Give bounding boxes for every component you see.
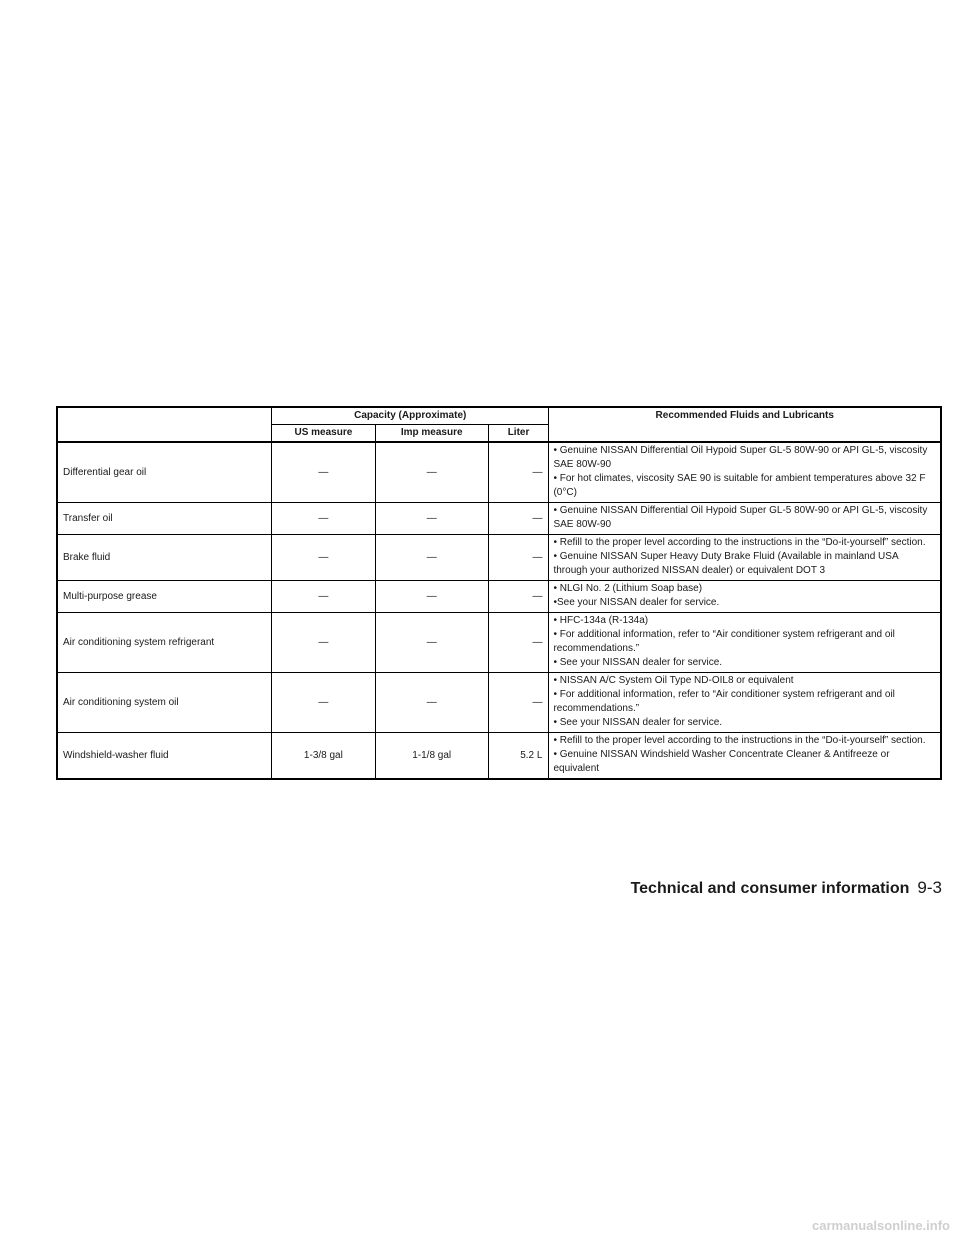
row-item-name: Multi-purpose grease — [57, 581, 271, 613]
recommendation-line: • NISSAN A/C System Oil Type ND-OIL8 or equivalent — [553, 675, 794, 686]
page-footer — [631, 878, 942, 898]
table-row — [57, 535, 941, 581]
row-liter: — — [488, 442, 549, 503]
row-item-name: Air conditioning system refrigerant — [57, 613, 271, 673]
recommendation-line: • Genuine NISSAN Differential Oil Hypoid Super GL-5 80W-90 or API GL-5, viscosity SAE 80W-90 — [553, 505, 928, 530]
recommendation-line: • See your NISSAN dealer for service. — [553, 657, 723, 668]
row-item-name: Differential gear oil — [57, 442, 271, 503]
row-imp-measure: — — [375, 442, 488, 503]
row-item-name: Brake fluid — [57, 535, 271, 581]
row-us-measure: — — [271, 503, 375, 535]
row-imp-measure: — — [375, 581, 488, 613]
recommendation-line: • For additional information, refer to “Air conditioner system refrigerant and oil recommendations.” — [553, 629, 895, 654]
row-recommended-fluid — [549, 442, 941, 503]
row-imp-measure: 1-1/8 gal — [375, 733, 488, 780]
footer-page-number: 9-3 — [917, 878, 942, 897]
table-header-row — [57, 407, 941, 425]
recommendation-line: • HFC-134a (R-134a) — [553, 615, 649, 626]
row-imp-measure: — — [375, 535, 488, 581]
row-item-name: Windshield-washer fluid — [57, 733, 271, 780]
row-recommended-fluid — [549, 673, 941, 733]
fluids-capacity-table — [56, 406, 942, 780]
table-row — [57, 581, 941, 613]
row-liter: 5.2 L — [488, 733, 549, 780]
row-item-name: Air conditioning system oil — [57, 673, 271, 733]
table-row — [57, 613, 941, 673]
table-row — [57, 673, 941, 733]
recommendation-line: • For additional information, refer to “Air conditioner system refrigerant and oil recommendations.” — [553, 689, 895, 714]
header-liter: Liter — [488, 425, 549, 443]
row-us-measure: 1-3/8 gal — [271, 733, 375, 780]
table-row — [57, 442, 941, 503]
table-row — [57, 503, 941, 535]
table-body — [57, 442, 941, 779]
recommendation-line: • Refill to the proper level according to the instructions in the “Do-it-yourself” section. — [553, 537, 926, 548]
recommendation-line: • Genuine NISSAN Differential Oil Hypoid Super GL-5 80W-90 or API GL-5, viscosity SAE 80W-90 — [553, 445, 928, 470]
row-imp-measure: — — [375, 673, 488, 733]
header-recommended: Recommended Fluids and Lubricants — [549, 407, 941, 442]
row-us-measure: — — [271, 442, 375, 503]
row-recommended-fluid — [549, 733, 941, 780]
row-imp-measure: — — [375, 503, 488, 535]
recommendation-line: • Genuine NISSAN Windshield Washer Concentrate Cleaner & Antifreeze or equivalent — [553, 749, 890, 774]
recommendation-line: • See your NISSAN dealer for service. — [553, 717, 723, 728]
row-liter: — — [488, 613, 549, 673]
site-watermark: carmanualsonline.info — [812, 1218, 950, 1233]
row-us-measure: — — [271, 613, 375, 673]
row-liter: — — [488, 535, 549, 581]
row-liter: — — [488, 581, 549, 613]
header-corner-cell — [57, 407, 271, 442]
recommendation-line: • Refill to the proper level according to the instructions in the “Do-it-yourself” section. — [553, 735, 926, 746]
header-imp-measure: Imp measure — [375, 425, 488, 443]
header-us-measure: US measure — [271, 425, 375, 443]
recommendation-line: • Genuine NISSAN Super Heavy Duty Brake Fluid (Available in mainland USA through your authorized NISSAN dealer) or equivalent DOT 3 — [553, 551, 899, 576]
header-capacity: Capacity (Approximate) — [271, 407, 548, 425]
recommendation-line: •See your NISSAN dealer for service. — [553, 597, 720, 608]
row-recommended-fluid — [549, 581, 941, 613]
row-us-measure: — — [271, 581, 375, 613]
row-recommended-fluid — [549, 535, 941, 581]
table-row — [57, 733, 941, 780]
row-recommended-fluid — [549, 613, 941, 673]
row-imp-measure: — — [375, 613, 488, 673]
row-us-measure: — — [271, 673, 375, 733]
row-item-name: Transfer oil — [57, 503, 271, 535]
row-liter: — — [488, 673, 549, 733]
row-recommended-fluid — [549, 503, 941, 535]
recommendation-line: • NLGI No. 2 (Lithium Soap base) — [553, 583, 703, 594]
recommendation-line: • For hot climates, viscosity SAE 90 is suitable for ambient temperatures above 32 F (0°C) — [553, 473, 926, 498]
row-liter: — — [488, 503, 549, 535]
footer-section-title: Technical and consumer information — [630, 880, 910, 897]
row-us-measure: — — [271, 535, 375, 581]
